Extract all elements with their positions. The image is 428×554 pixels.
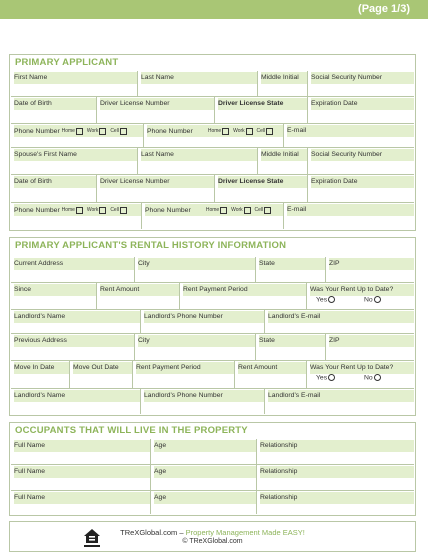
rent-up-to-date-no[interactable]: No [364, 296, 381, 303]
spouse-dl-number-label: Driver License Number [100, 176, 215, 188]
spouse-home-checkbox-2[interactable] [220, 207, 227, 214]
section-title: PRIMARY APPLICANT [15, 57, 119, 68]
spouse-dl-number-field[interactable] [97, 188, 215, 203]
section-title: PRIMARY APPLICANT'S RENTAL HISTORY INFORMATION [15, 240, 287, 251]
spouse-dob-field[interactable] [11, 188, 96, 203]
prev-landlord-phone-label: Landlord's Phone Number [144, 390, 265, 402]
landlord-row-1 [11, 310, 414, 334]
spouse-last-name-field[interactable] [138, 161, 258, 175]
email-label: E-mail [287, 125, 414, 137]
spouse-last-name-label: Last Name [141, 149, 258, 161]
ssn-label: Social Security Number [311, 72, 414, 84]
home-checkbox-2[interactable] [222, 128, 229, 135]
since-row [11, 283, 414, 310]
city-label: City [138, 258, 256, 270]
occupant-relationship-field[interactable] [257, 504, 414, 514]
prev-rent-up-to-date-label: Was Your Rent Up to Date? [310, 362, 414, 374]
spouse-phone-label-2: Phone Number Home Work Cell [145, 204, 284, 216]
move-out-field[interactable] [70, 374, 133, 389]
rent-period-field[interactable] [180, 296, 307, 310]
move-out-label: Move Out Date [73, 362, 133, 374]
occupant-name-field[interactable] [11, 504, 150, 514]
occupant-row [11, 465, 414, 491]
previous-address-label: Previous Address [14, 335, 134, 347]
prev-rent-period-field[interactable] [133, 374, 235, 389]
occupant-age-label: Age [154, 466, 257, 478]
name-row [11, 71, 414, 97]
landlord-email-label: Landlord's E-mail [268, 311, 414, 323]
landlord-row-2 [11, 389, 414, 414]
work-checkbox[interactable] [99, 128, 106, 135]
spouse-first-name-field[interactable] [11, 161, 137, 175]
home-checkbox[interactable] [76, 128, 83, 135]
phone-row-2 [11, 203, 414, 229]
rent-up-to-date-label: Was Your Rent Up to Date? [310, 284, 414, 296]
spouse-first-name-label: Spouse's First Name [14, 149, 137, 161]
license-row-1 [11, 97, 414, 124]
rent-amount-label: Rent Amount [100, 284, 180, 296]
occupant-age-field[interactable] [151, 504, 257, 514]
spouse-middle-initial-label: Middle Initial [261, 149, 308, 161]
occupant-age-label: Age [154, 440, 257, 452]
rental-history-section [9, 237, 416, 416]
phone-label-2: Phone Number Home Work Cell [147, 125, 284, 137]
current-address-row [11, 257, 414, 283]
dob-label: Date of Birth [14, 98, 96, 110]
prev-landlord-phone-field[interactable] [141, 402, 265, 414]
current-address-label: Current Address [14, 258, 134, 270]
last-name-label: Last Name [141, 72, 258, 84]
occupant-age-label: Age [154, 492, 257, 504]
occupants-section [9, 422, 416, 516]
expiration-label: Expiration Date [311, 98, 414, 110]
occupant-name-label: Full Name [14, 492, 150, 504]
occupant-relationship-label: Relationship [260, 492, 414, 504]
cell-checkbox-2[interactable] [266, 128, 273, 135]
footer-copyright: © TReXGlobal.com [182, 538, 243, 545]
license-row-2 [11, 175, 414, 203]
since-label: Since [14, 284, 96, 296]
rent-up-to-date-yes[interactable]: Yes [316, 296, 335, 303]
prev-city-label: City [138, 335, 256, 347]
occupant-name-label: Full Name [14, 440, 150, 452]
prev-landlord-email-field[interactable] [265, 402, 414, 414]
occupant-relationship-label: Relationship [260, 466, 414, 478]
spouse-middle-initial-field[interactable] [258, 161, 308, 175]
first-name-label: First Name [14, 72, 137, 84]
move-in-label: Move In Date [14, 362, 69, 374]
prev-rent-period-label: Rent Payment Period [136, 362, 235, 374]
prev-landlord-name-field[interactable] [11, 402, 140, 414]
phone-row-1 [11, 124, 414, 148]
footer-site[interactable]: TReXGlobal.com [120, 528, 178, 537]
dl-state-label: Driver License State [218, 98, 308, 110]
footer [9, 521, 416, 552]
move-dates-row [11, 361, 414, 389]
previous-address-field[interactable] [11, 347, 134, 361]
spouse-dl-state-field[interactable] [215, 188, 308, 203]
state-label: State [259, 258, 326, 270]
dl-number-label: Driver License Number [100, 98, 215, 110]
spouse-dl-state-label: Driver License State [218, 176, 308, 188]
spouse-cell-checkbox-2[interactable] [264, 207, 271, 214]
spouse-home-checkbox[interactable] [76, 207, 83, 214]
spouse-ssn-field[interactable] [308, 161, 414, 175]
spouse-work-checkbox-2[interactable] [244, 207, 251, 214]
prev-zip-field[interactable] [326, 347, 414, 361]
prev-zip-label: ZIP [329, 335, 414, 347]
spouse-ssn-label: Social Security Number [311, 149, 414, 161]
footer-tagline-text: Property Management Made EASY! [185, 528, 305, 537]
landlord-phone-label: Landlord's Phone Number [144, 311, 265, 323]
prev-state-label: State [259, 335, 326, 347]
top-bar [0, 0, 428, 19]
prev-rent-up-to-date-no[interactable]: No [364, 374, 381, 381]
phone-label-1: Phone Number Home Work Cell [14, 125, 143, 137]
spouse-expiration-label: Expiration Date [311, 176, 414, 188]
page-number: (Page 1/3) [358, 3, 410, 15]
spouse-expiration-field[interactable] [308, 188, 414, 203]
occupant-relationship-label: Relationship [260, 440, 414, 452]
landlord-name-label: Landlord's Name [14, 311, 140, 323]
occupant-row [11, 491, 414, 514]
prev-state-field[interactable] [256, 347, 326, 361]
prev-rent-amount-field[interactable] [235, 374, 307, 389]
spouse-email-field[interactable] [284, 216, 414, 229]
section-title: OCCUPANTS THAT WILL LIVE IN THE PROPERTY [15, 425, 248, 436]
primary-applicant-section [9, 54, 416, 231]
prev-landlord-email-label: Landlord's E-mail [268, 390, 414, 402]
prev-rent-up-to-date-yes[interactable]: Yes [316, 374, 335, 381]
expiration-field[interactable] [308, 110, 414, 124]
work-checkbox-2[interactable] [246, 128, 253, 135]
occupant-name-label: Full Name [14, 466, 150, 478]
dl-state-field[interactable] [215, 110, 308, 124]
prev-landlord-name-label: Landlord's Name [14, 390, 140, 402]
cell-checkbox[interactable] [120, 128, 127, 135]
spouse-phone-label-1: Phone Number Home Work Cell [14, 204, 141, 216]
spouse-cell-checkbox[interactable] [120, 207, 127, 214]
dl-number-field[interactable] [97, 110, 215, 124]
move-in-field[interactable] [11, 374, 69, 389]
previous-address-row [11, 334, 414, 361]
dob-field[interactable] [11, 110, 96, 124]
since-field[interactable] [11, 296, 96, 310]
rent-period-label: Rent Payment Period [183, 284, 307, 296]
spouse-email-label: E-mail [287, 204, 414, 216]
prev-rent-amount-label: Rent Amount [238, 362, 307, 374]
middle-initial-label: Middle Initial [261, 72, 308, 84]
occupant-row [11, 439, 414, 465]
spouse-name-row [11, 148, 414, 175]
rent-amount-field[interactable] [97, 296, 180, 310]
zip-label: ZIP [329, 258, 414, 270]
spouse-dob-label: Date of Birth [14, 176, 96, 188]
prev-city-field[interactable] [135, 347, 256, 361]
spouse-work-checkbox[interactable] [99, 207, 106, 214]
footer-tagline: TReXGlobal.com – Property Management Made EASY! [120, 528, 305, 537]
